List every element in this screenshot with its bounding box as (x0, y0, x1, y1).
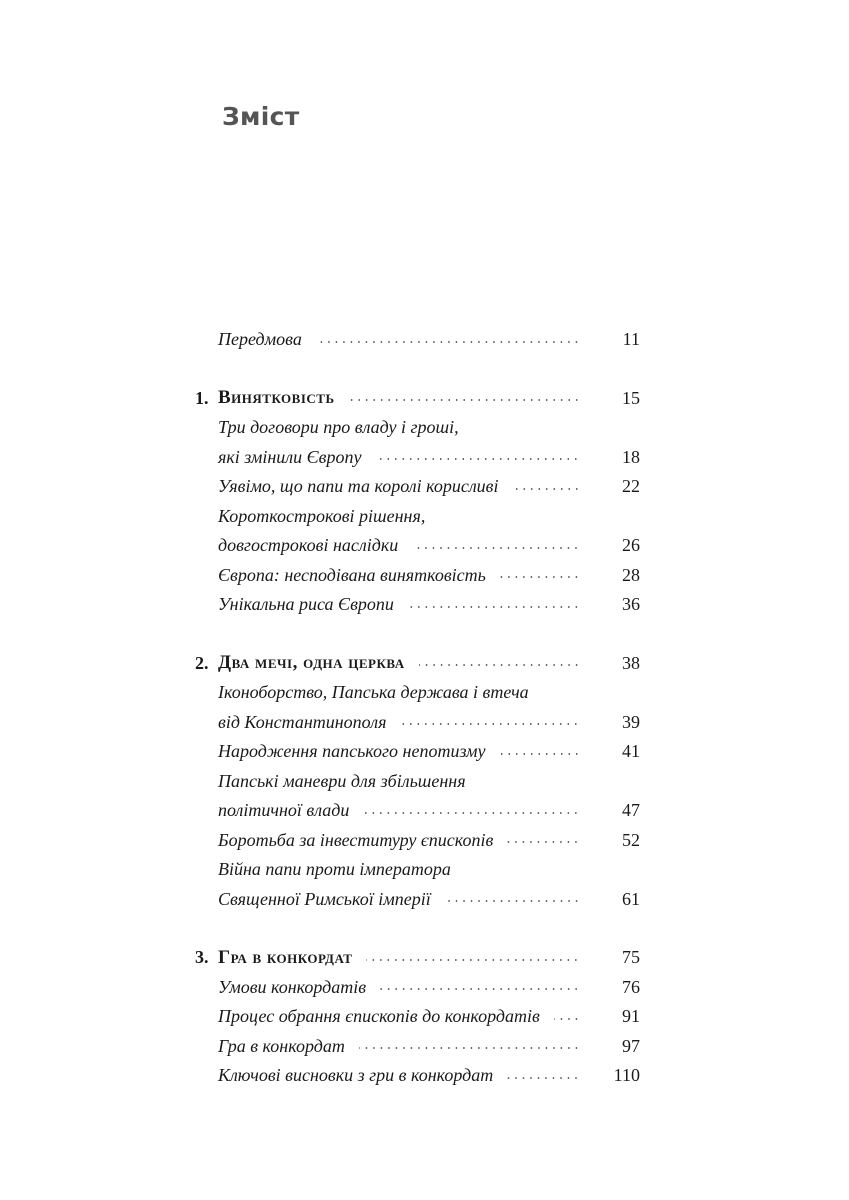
chapter-number: 3. (195, 947, 209, 968)
toc-entry-line[interactable] (195, 325, 640, 355)
toc-entry-line[interactable] (195, 708, 640, 738)
entry-title: Уявімо, що папи та королі корисливі (218, 476, 499, 497)
section-spacer (195, 914, 640, 943)
dot-leader (400, 723, 580, 725)
chapter-heading[interactable] (195, 943, 640, 973)
dot-leader (500, 753, 581, 755)
page-number: 76 (622, 976, 640, 997)
chapter-title: Два мечі, одна церква (218, 652, 405, 674)
entry-title: Папські маневри для збільшення (218, 770, 466, 791)
dot-leader (554, 1018, 580, 1020)
toc-entry-line[interactable] (195, 678, 640, 708)
dot-leader (316, 341, 580, 343)
page-number: 97 (622, 1035, 640, 1056)
toc-entry-line[interactable] (195, 443, 640, 473)
entry-title: політичної влади (218, 800, 350, 821)
chapter-title: Гра в конкордат (218, 946, 353, 968)
dot-leader (445, 900, 580, 902)
chapter-heading[interactable] (195, 384, 640, 414)
dot-leader (507, 1077, 580, 1079)
entry-title: Процес обрання єпископів до конкордатів (218, 1006, 540, 1027)
entry-title: які змінили Європу (218, 446, 362, 467)
entry-title: Європа: несподівана винятковість (218, 564, 486, 585)
toc-entry-line[interactable] (195, 502, 640, 532)
table-of-contents (195, 325, 640, 1091)
toc-entry-line[interactable] (195, 1032, 640, 1062)
entry-title: Короткострокові рішення, (218, 505, 426, 526)
dot-leader (412, 547, 580, 549)
dot-leader (366, 959, 580, 961)
toc-entry-line[interactable] (195, 796, 640, 826)
entry-title: Унікальна риса Європи (218, 594, 394, 615)
entry-title: довгострокові наслідки (218, 535, 399, 556)
entry-title: Гра в конкордат (218, 1035, 345, 1056)
page-number: 15 (622, 387, 640, 408)
dot-leader (349, 399, 580, 401)
toc-entry-line[interactable] (195, 855, 640, 885)
toc-entry-line[interactable] (195, 472, 640, 502)
page-number: 91 (622, 1006, 640, 1027)
entry-title: Іконоборство, Папська держава і втеча (218, 682, 529, 703)
page-number: 61 (622, 888, 640, 909)
dot-leader (507, 841, 580, 843)
toc-entry-line[interactable] (195, 413, 640, 443)
toc-entry-line[interactable] (195, 1061, 640, 1091)
page-number: 18 (622, 446, 640, 467)
page-number: 39 (622, 711, 640, 732)
toc-entry-line[interactable] (195, 531, 640, 561)
page-title: Зміст (222, 102, 300, 131)
page-number: 41 (622, 741, 640, 762)
chapter-title: Винятковість (218, 387, 335, 409)
dot-leader (500, 576, 580, 578)
chapter-heading[interactable] (195, 649, 640, 679)
dot-leader (375, 458, 580, 460)
chapter-number: 2. (195, 652, 209, 673)
entry-title: від Константинополя (218, 711, 387, 732)
entry-title: Умови конкордатів (218, 976, 367, 997)
toc-entry-line[interactable] (195, 973, 640, 1003)
toc-entry-line[interactable] (195, 1002, 640, 1032)
entry-title: Три договори про владу і гроші, (218, 417, 459, 438)
dot-leader (359, 1047, 580, 1049)
page-number: 38 (622, 652, 640, 673)
entry-title: Ключові висновки з гри в конкордат (218, 1065, 494, 1086)
toc-entry-line[interactable] (195, 885, 640, 915)
page-number: 11 (622, 329, 640, 350)
page-number: 47 (622, 800, 640, 821)
section-spacer (195, 355, 640, 384)
toc-entry-line[interactable] (195, 590, 640, 620)
dot-leader (419, 664, 580, 666)
entry-title: Передмова (218, 329, 302, 350)
toc-entry-line[interactable] (195, 737, 640, 767)
dot-leader (380, 988, 580, 990)
page-number: 75 (622, 947, 640, 968)
toc-entry-line[interactable] (195, 767, 640, 797)
toc-entry-line[interactable] (195, 561, 640, 591)
page-number: 26 (622, 535, 640, 556)
entry-title: Народження папського непотизму (218, 741, 486, 762)
page-number: 36 (622, 594, 640, 615)
toc-entry-line[interactable] (195, 826, 640, 856)
page-number: 52 (622, 829, 640, 850)
dot-leader (408, 606, 580, 608)
section-spacer (195, 620, 640, 649)
dot-leader (513, 488, 581, 490)
dot-leader (363, 812, 580, 814)
entry-title: Боротьба за інвеституру єпископів (218, 829, 494, 850)
page-number: 28 (622, 564, 640, 585)
entry-title: Війна папи проти імператора (218, 859, 451, 880)
chapter-number: 1. (195, 387, 209, 408)
page-number: 110 (613, 1065, 640, 1086)
page-number: 22 (622, 476, 640, 497)
entry-title: Священної Римської імперії (218, 888, 431, 909)
